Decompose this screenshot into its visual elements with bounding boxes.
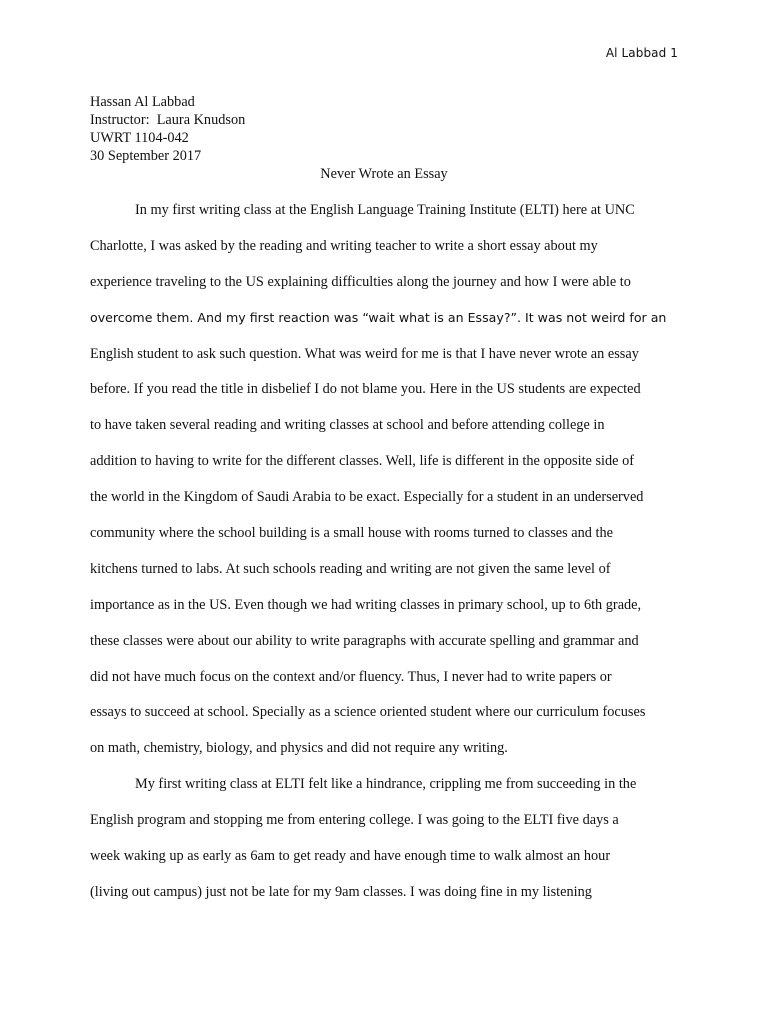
body-line: these classes were about our ability to write paragraphs with accurate spelling and grammar and xyxy=(90,632,639,649)
body-line: Charlotte, I was asked by the reading and writing teacher to write a short essay about my xyxy=(90,237,598,254)
body-line: essays to succeed at school. Specially as a science oriented student where our curriculum focuses xyxy=(90,704,646,721)
essay-body xyxy=(90,199,690,917)
body-line: experience traveling to the US explaining difficulties along the journey and how I were able to xyxy=(90,273,631,290)
body-line: did not have much focus on the context and/or fluency. Thus, I never had to write papers or xyxy=(90,668,612,685)
body-line: (living out campus) just not be late for my 9am classes. I was doing fine in my listening xyxy=(90,883,592,900)
running-header: Al Labbad 1 xyxy=(605,46,678,60)
body-line: week waking up as early as 6am to get ready and have enough time to walk almost an hour xyxy=(90,848,611,865)
body-line: English student to ask such question. What was weird for me is that I have never wrote an essay xyxy=(90,345,639,362)
body-line: overcome them. And my first reaction was “wait what is an Essay?”. It was not weird for an xyxy=(90,309,667,325)
essay-title: Never Wrote an Essay xyxy=(320,166,448,182)
body-line: importance as in the US. Even though we had writing classes in primary school, up to 6th grade, xyxy=(90,596,642,613)
body-line: to have taken several reading and writing classes at school and before attending college in xyxy=(90,417,605,434)
body-line: In my first writing class at the English Language Training Institute (ELTI) here at UNC xyxy=(135,202,635,218)
body-line: community where the school building is a small house with rooms turned to classes and the xyxy=(90,525,613,542)
date-line: 30 September 2017 xyxy=(90,148,202,164)
body-line: the world in the Kingdom of Saudi Arabia to be exact. Especially for a student in an underserved xyxy=(90,489,644,506)
course-line: UWRT 1104-042 xyxy=(90,130,189,146)
body-line: My first writing class at ELTI felt like a hindrance, crippling me from succeeding in the xyxy=(135,776,637,793)
author-name: Hassan Al Labbad xyxy=(90,94,195,110)
body-line: addition to having to write for the different classes. Well, life is different in the opposite side of xyxy=(90,453,634,470)
body-line: before. If you read the title in disbelief I do not blame you. Here in the US students are expected xyxy=(90,381,641,398)
mla-heading xyxy=(90,93,245,165)
body-line: kitchens turned to labs. At such schools reading and writing are not given the same level of xyxy=(90,560,611,577)
body-line: English program and stopping me from entering college. I was going to the ELTI five days a xyxy=(90,812,619,829)
body-line: on math, chemistry, biology, and physics and did not require any writing. xyxy=(90,740,508,757)
instructor-line: Instructor: Laura Knudson xyxy=(90,112,246,128)
